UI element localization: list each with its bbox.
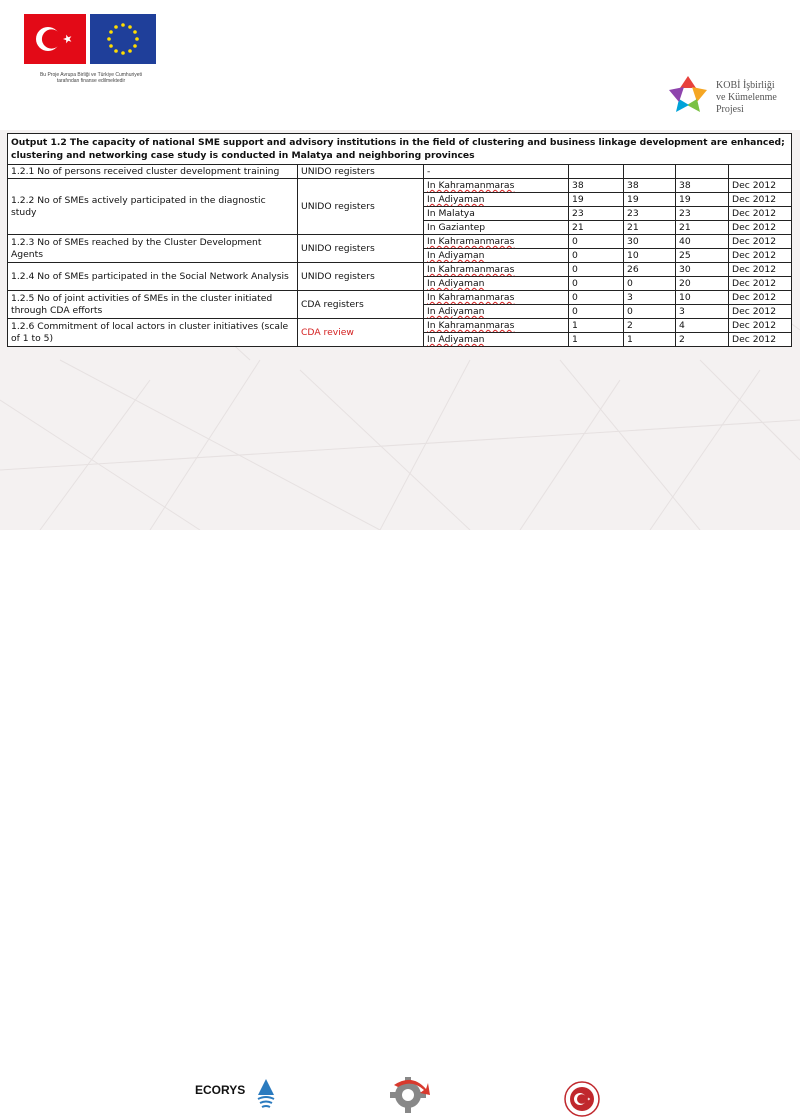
crescent-star-icon <box>24 14 86 64</box>
indicator-table <box>7 133 792 347</box>
location-cell <box>424 333 569 347</box>
location-cell <box>424 235 569 249</box>
value-cell <box>624 165 676 179</box>
date-cell: Dec 2012 <box>729 235 792 249</box>
location-text: In Kahramanmaras <box>427 236 515 247</box>
table-row <box>8 319 792 333</box>
date-cell: Dec 2012 <box>729 291 792 305</box>
location-cell <box>424 291 569 305</box>
project-logo <box>664 72 794 122</box>
date-cell: Dec 2012 <box>729 263 792 277</box>
value-cell: 2 <box>624 319 676 333</box>
funding-note-line-2: tarafından finanse edilmektedir <box>56 78 126 84</box>
ecorys-logo-text: ECORYS <box>195 1083 246 1097</box>
location-text: In Adiyaman <box>427 250 485 261</box>
project-logo-line-3: Projesi <box>716 104 744 115</box>
funding-note <box>26 72 156 84</box>
value-cell: 1 <box>569 333 624 347</box>
value-cell: 4 <box>676 319 729 333</box>
location-cell <box>424 179 569 193</box>
value-cell: 23 <box>676 207 729 221</box>
location-cell <box>424 193 569 207</box>
date-cell: Dec 2012 <box>729 221 792 235</box>
value-cell <box>569 165 624 179</box>
source-cell: CDA review <box>298 319 424 347</box>
output-title: Output 1.2 The capacity of national SME support and advisory institutions in the field of clustering and business linkage development are enhanced; clustering and networking case study is conducted in Malatya and neighboring provinces <box>8 134 792 165</box>
date-cell: Dec 2012 <box>729 277 792 291</box>
value-cell: 23 <box>624 207 676 221</box>
value-cell: 21 <box>569 221 624 235</box>
location-cell: In Gaziantep <box>424 221 569 235</box>
project-logo-line-1: KOBİ İşbirliği <box>716 80 775 91</box>
value-cell: 0 <box>569 277 624 291</box>
value-cell <box>676 165 729 179</box>
gear-logo-icon <box>386 1075 434 1115</box>
indicator-cell: 1.2.6 Commitment of local actors in cluster initiatives (scale of 1 to 5) <box>8 319 298 347</box>
table-row <box>8 235 792 249</box>
value-cell: 38 <box>624 179 676 193</box>
location-text: In Kahramanmaras <box>427 292 515 303</box>
location-text: In Adiyaman <box>427 278 485 289</box>
value-cell: 3 <box>624 291 676 305</box>
value-cell: 0 <box>624 305 676 319</box>
table-row <box>8 263 792 277</box>
source-cell: CDA registers <box>298 291 424 319</box>
location-text: In Adiyaman <box>427 194 485 205</box>
value-cell: 40 <box>676 235 729 249</box>
funding-note-line-1: Bu Proje Avrupa Birliği ve Türkiye Cumhuriyeti <box>39 72 143 78</box>
value-cell: 20 <box>676 277 729 291</box>
eu-flag <box>90 14 156 64</box>
indicator-cell: 1.2.4 No of SMEs participated in the Social Network Analysis <box>8 263 298 291</box>
turkish-flag <box>24 14 86 64</box>
project-logo-line-2: ve Kümelenme <box>716 92 777 103</box>
date-cell: Dec 2012 <box>729 305 792 319</box>
value-cell: 30 <box>676 263 729 277</box>
location-cell <box>424 277 569 291</box>
value-cell: 26 <box>624 263 676 277</box>
value-cell: 1 <box>569 319 624 333</box>
date-cell <box>729 165 792 179</box>
location-cell <box>424 305 569 319</box>
value-cell: 10 <box>624 249 676 263</box>
date-cell: Dec 2012 <box>729 249 792 263</box>
value-cell: 25 <box>676 249 729 263</box>
date-cell: Dec 2012 <box>729 319 792 333</box>
value-cell: 19 <box>569 193 624 207</box>
value-cell: 19 <box>624 193 676 207</box>
project-logo-text <box>716 80 777 116</box>
date-cell: Dec 2012 <box>729 193 792 207</box>
header <box>0 0 800 130</box>
source-cell: UNIDO registers <box>298 179 424 235</box>
value-cell: 0 <box>569 263 624 277</box>
source-cell: UNIDO registers <box>298 165 424 179</box>
date-cell: Dec 2012 <box>729 333 792 347</box>
indicator-cell: 1.2.3 No of SMEs reached by the Cluster Development Agents <box>8 235 298 263</box>
value-cell: 1 <box>624 333 676 347</box>
output-row <box>8 134 792 165</box>
indicator-cell: 1.2.2 No of SMEs actively participated in the diagnostic study <box>8 179 298 235</box>
source-cell: UNIDO registers <box>298 263 424 291</box>
location-cell: In Malatya <box>424 207 569 221</box>
value-cell: 23 <box>569 207 624 221</box>
source-cell: UNIDO registers <box>298 235 424 263</box>
value-cell: 0 <box>569 235 624 249</box>
indicator-cell: 1.2.5 No of joint activities of SMEs in the cluster initiated through CDA efforts <box>8 291 298 319</box>
value-cell: 0 <box>624 277 676 291</box>
indicator-cell: 1.2.1 No of persons received cluster development training <box>8 165 298 179</box>
footer <box>0 530 800 1097</box>
eu-stars-icon <box>90 14 156 64</box>
value-cell: 21 <box>624 221 676 235</box>
value-cell: 10 <box>676 291 729 305</box>
value-cell: 2 <box>676 333 729 347</box>
value-cell: 30 <box>624 235 676 249</box>
value-cell: 0 <box>569 305 624 319</box>
table-row <box>8 179 792 193</box>
location-text: In Adiyaman <box>427 306 485 317</box>
location-cell <box>424 249 569 263</box>
value-cell: 21 <box>676 221 729 235</box>
ecorys-logo-icon <box>256 1077 276 1113</box>
value-cell: 38 <box>676 179 729 193</box>
value-cell: 19 <box>676 193 729 207</box>
star-logo-icon <box>664 72 714 122</box>
location-text: In Kahramanmaras <box>427 320 515 331</box>
ministry-seal-icon <box>562 1079 602 1119</box>
location-cell <box>424 319 569 333</box>
location-text: In Kahramanmaras <box>427 180 515 191</box>
value-cell: 38 <box>569 179 624 193</box>
location-cell <box>424 263 569 277</box>
value-cell: 0 <box>569 291 624 305</box>
table-row <box>8 165 792 179</box>
location-text: In Kahramanmaras <box>427 264 515 275</box>
value-cell: 0 <box>569 249 624 263</box>
table-row <box>8 291 792 305</box>
date-cell: Dec 2012 <box>729 179 792 193</box>
value-cell: 3 <box>676 305 729 319</box>
date-cell: Dec 2012 <box>729 207 792 221</box>
location-text: In Adiyaman <box>427 334 485 345</box>
location-cell: - <box>424 165 569 179</box>
